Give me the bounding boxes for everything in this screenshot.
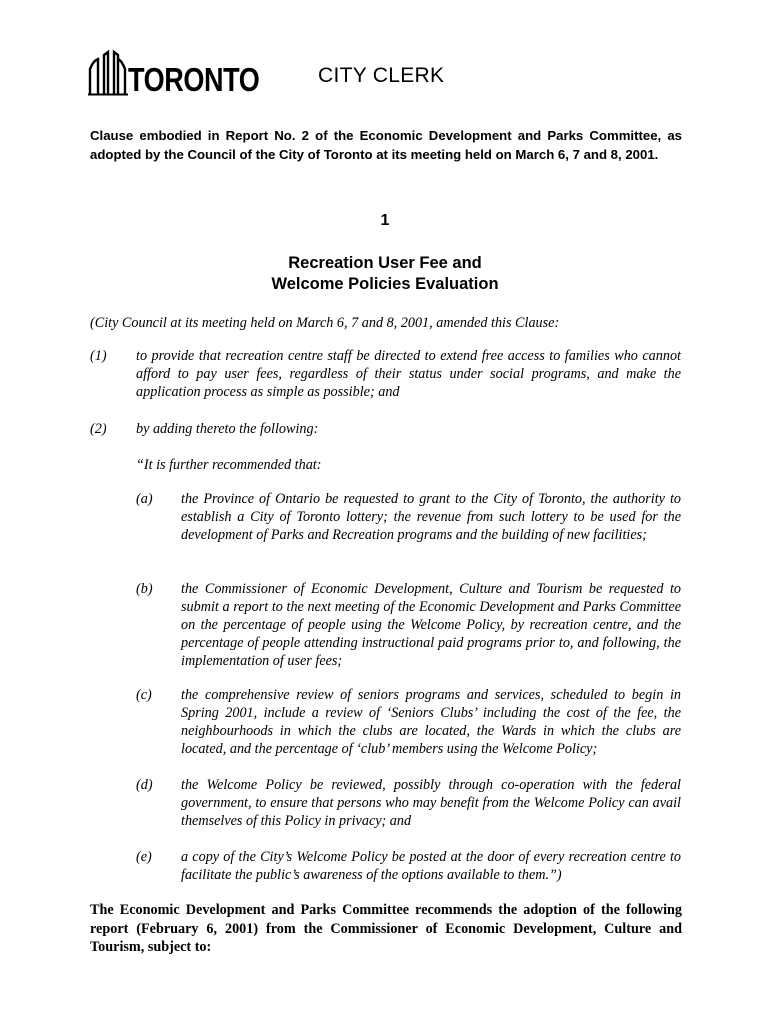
recommendation-text: the Commissioner of Economic Development, Culture and Tourism be requested to submit a report to the next meeting of the Economic Development and Parks Committee on the percentage of people using the Welcome Policy, by recreation centre, and the percentage of people attending instructional paid programs prior to, and following, the implementation of user fees; (181, 581, 681, 669)
recommendation-marker: (b) (136, 581, 153, 597)
page-title (0, 253, 770, 295)
council-note: (City Council at its meeting held on March 6, 7 and 8, 2001, amended this Clause: (90, 315, 560, 331)
amendment-marker: (2) (90, 421, 107, 437)
recommendation-marker: (c) (136, 687, 152, 703)
recommendation-marker: (e) (136, 849, 152, 865)
city-hall-icon (88, 47, 128, 97)
toronto-logo (88, 47, 260, 98)
department-heading: CITY CLERK (318, 64, 445, 87)
recommendation-marker: (a) (136, 491, 153, 507)
recommendation-marker: (d) (136, 777, 153, 793)
title-line-2: Welcome Policies Evaluation (271, 275, 499, 293)
amendment-text: to provide that recreation centre staff be directed to extend free access to families who cannot afford to pay user fees, regardless of their status under social programs, and make the application process as simple as possible; and (136, 348, 681, 400)
committee-recommendation: The Economic Development and Parks Committee recommends the adoption of the following report (February 6, 2001) from the Commissioner of Economic Development, Culture and Tourism, subject to: (90, 902, 682, 955)
recommendation-text: a copy of the City’s Welcome Policy be posted at the door of every recreation centre to facilitate the public’s awareness of the options available to them.”) (181, 849, 681, 883)
item-number: 1 (380, 212, 390, 229)
title-line-1: Recreation User Fee and (288, 254, 482, 272)
recommend-intro: “It is further recommended that: (136, 457, 322, 473)
amendment-text: by adding thereto the following: (136, 421, 319, 437)
clause-intro: Clause embodied in Report No. 2 of the Economic Development and Parks Committee, as adopted by the Council of the City of Toronto at its meeting held on March 6, 7 and 8, 2001. (90, 128, 682, 162)
recommendation-text: the comprehensive review of seniors programs and services, scheduled to begin in Spring 2001, include a review of ‘Seniors Clubs’ including the cost of the fee, the neighbourhoods in which the clubs are located, the Wards in which the clubs are located, and the percentage of ‘club’ members using the Welcome Policy; (181, 687, 681, 757)
recommendation-text: the Province of Ontario be requested to grant to the City of Toronto, the authority to establish a City of Toronto lottery; the revenue from such lottery to be used for the development of Parks and Recreation programs and the building of new facilities; (181, 491, 681, 543)
logo-wordmark: TORONTO (128, 61, 260, 98)
amendment-marker: (1) (90, 348, 107, 364)
recommendation-text: the Welcome Policy be reviewed, possibly through co-operation with the federal government, to ensure that persons who may benefit from the Welcome Policy can avail themselves of this Policy in privacy; and (181, 777, 681, 829)
